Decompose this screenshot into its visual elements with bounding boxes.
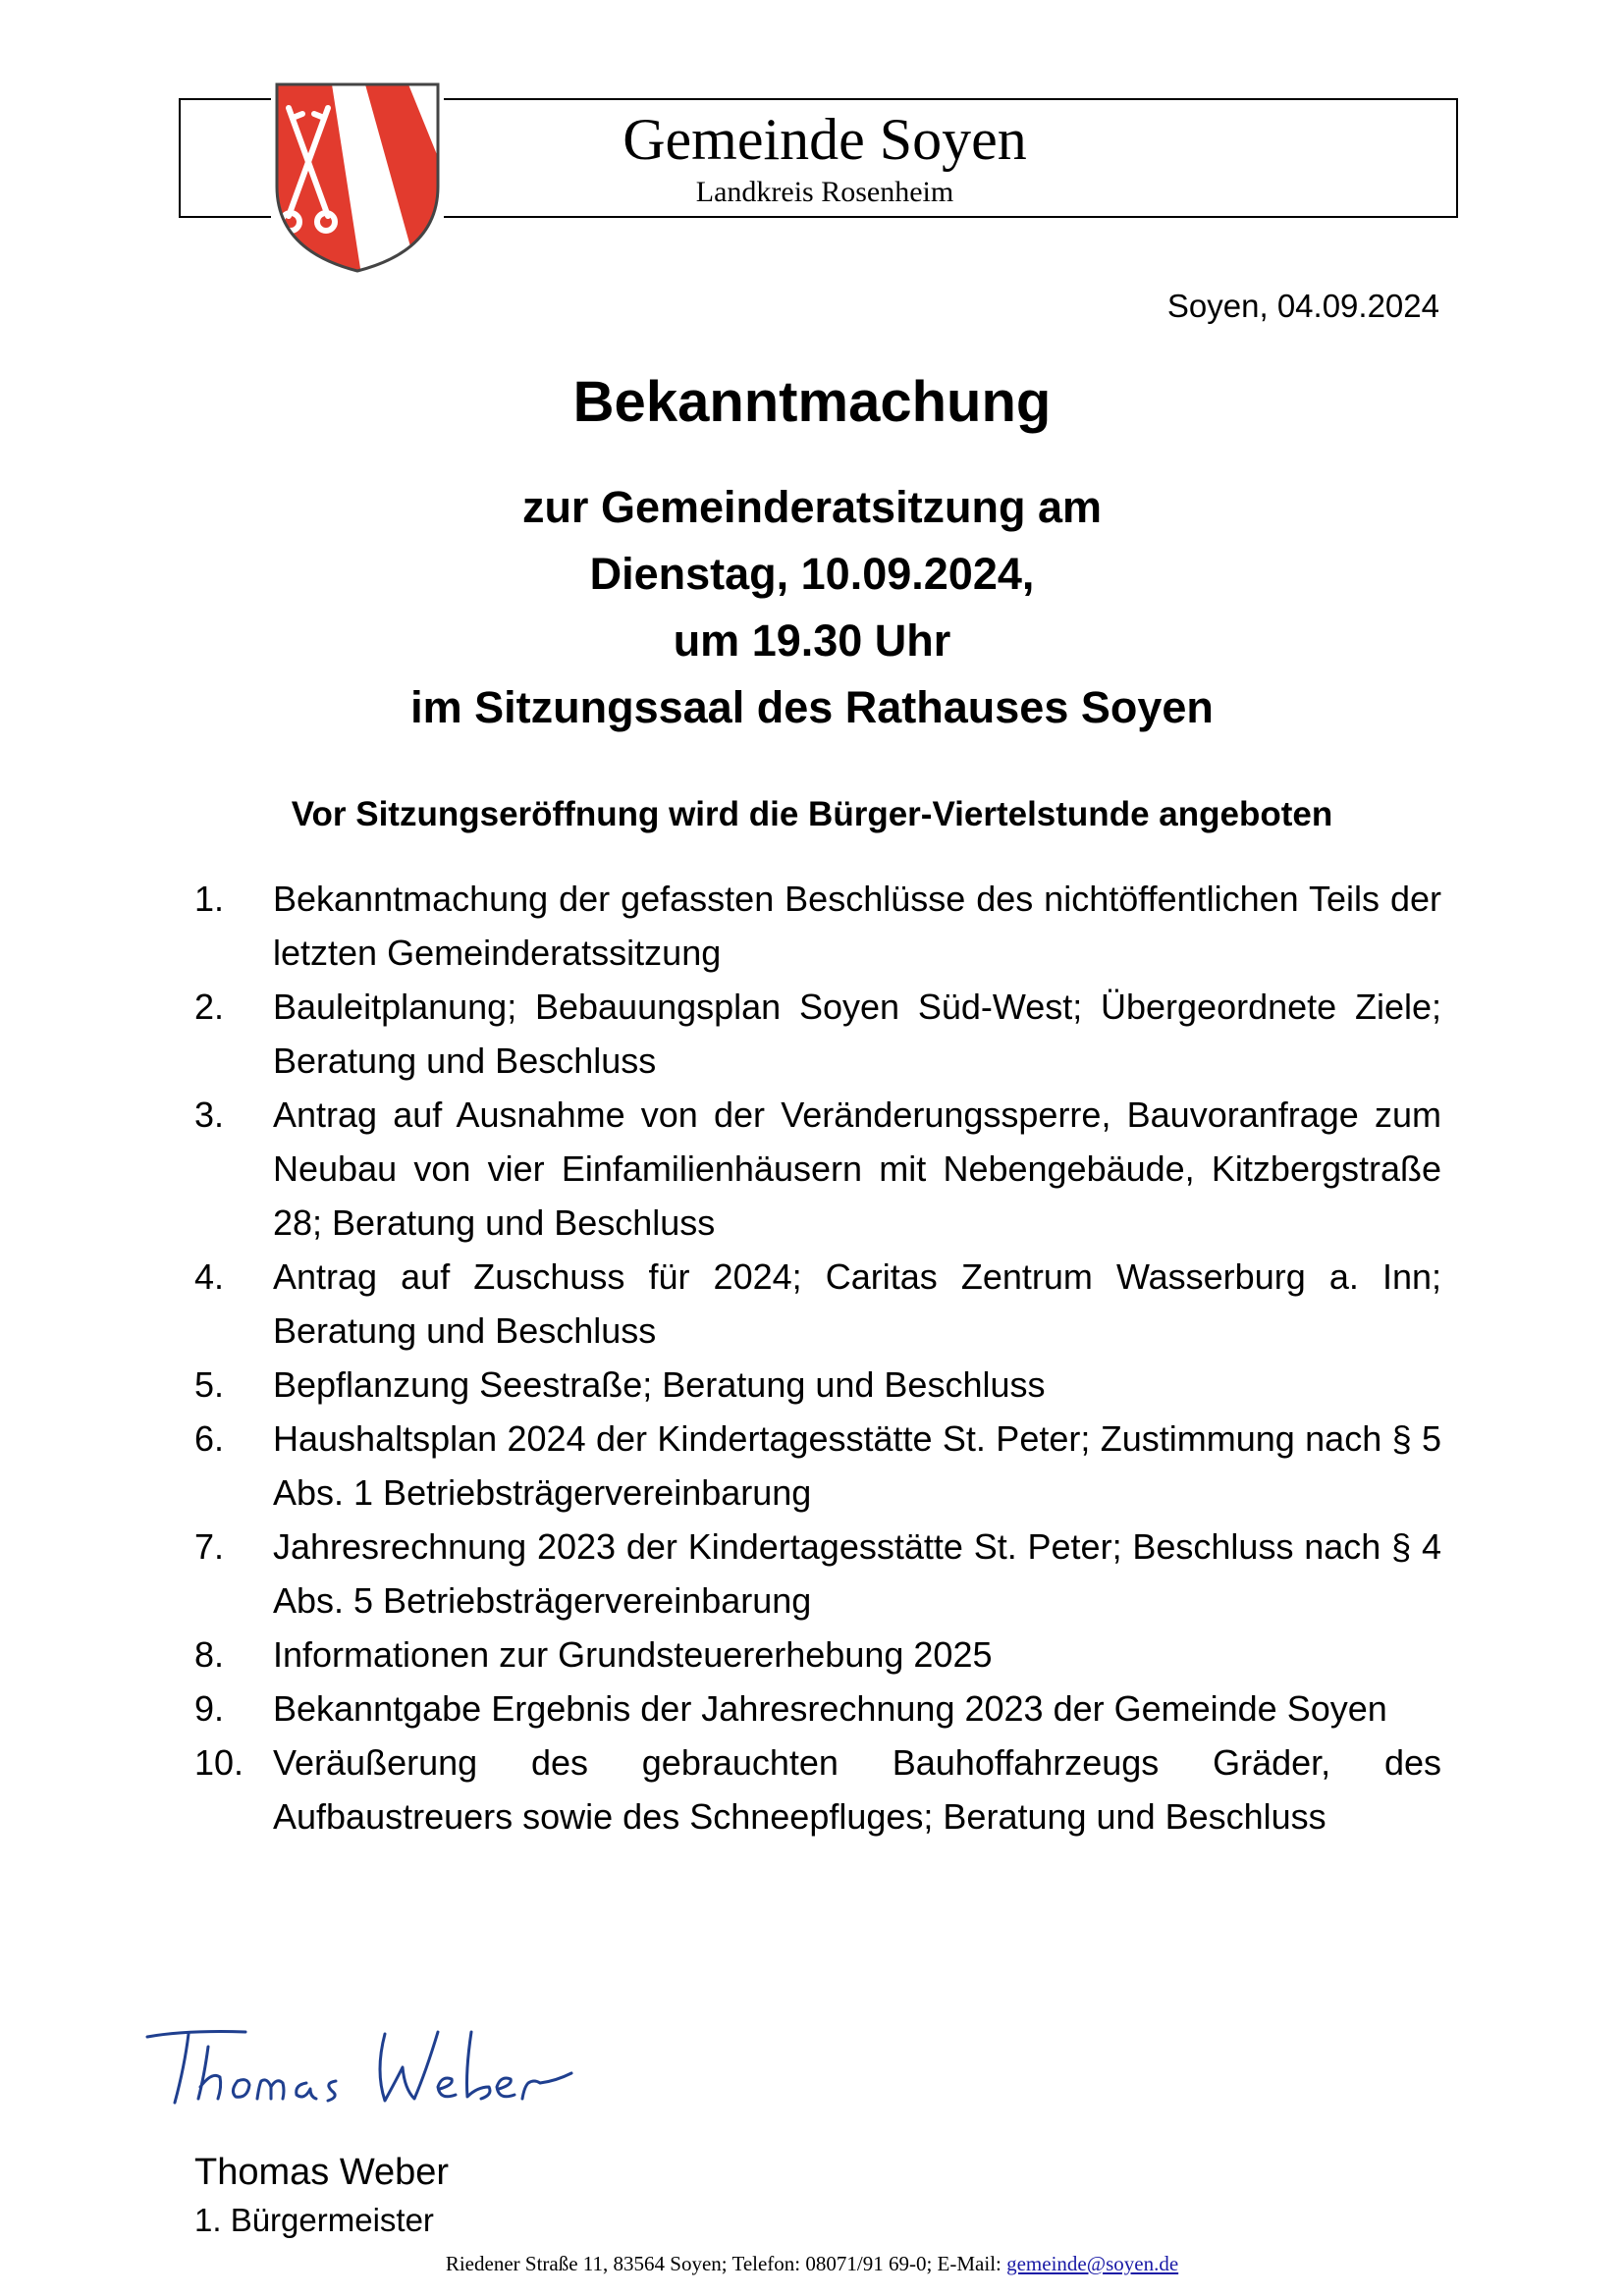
agenda-list [194, 872, 1441, 1843]
letterhead-text [491, 104, 1159, 210]
agenda-item [194, 872, 1441, 980]
agenda-item-number: 9. [194, 1688, 225, 1729]
meeting-line-1: zur Gemeinderatsitzung am [521, 482, 1103, 532]
agenda-item-number: 3. [194, 1095, 225, 1135]
agenda-item-number: 10. [194, 1742, 244, 1783]
agenda-item-text: Antrag auf Zuschuss für 2024; Caritas Zentrum Wasserburg a. Inn; Beratung und Beschluss [273, 1256, 1441, 1351]
agenda-item-number: 5. [194, 1364, 225, 1405]
agenda-item-number: 8. [194, 1634, 225, 1675]
agenda-item-number: 7. [194, 1526, 225, 1567]
agenda-item-text: Antrag auf Ausnahme von der Veränderungssperre, Bauvoranfrage zum Neubau von vier Einfamilienhäusern mit Nebengebäude, Kitzbergstraße 28; Beratung und Beschluss [273, 1095, 1441, 1243]
agenda-item-text: Bekanntmachung der gefassten Beschlüsse des nichtöffentlichen Teils der letzten Gemeinderatssitzung [273, 879, 1441, 973]
agenda-item-number: 4. [194, 1256, 225, 1297]
document-title: Bekanntmachung [572, 370, 1052, 434]
footer-address: Riedener Straße 11, 83564 Soyen; Telefon: 08071/91 69-0; E-Mail: [445, 2252, 1007, 2275]
footer-contact [0, 2251, 1624, 2276]
municipality-name: Gemeinde Soyen [623, 107, 1027, 172]
agenda-item-number: 2. [194, 987, 225, 1027]
agenda-item-text: Bepflanzung Seestraße; Beratung und Beschluss [273, 1364, 1046, 1405]
agenda-item-text: Haushaltsplan 2024 der Kindertagesstätte St. Peter; Zustimmung nach § 5 Abs. 1 Betriebsträgervereinbarung [273, 1418, 1441, 1513]
agenda-item-text: Informationen zur Grundsteuererhebung 2025 [273, 1634, 993, 1675]
agenda-item [194, 1358, 1441, 1412]
meeting-line-4: im Sitzungssaal des Rathauses Soyen [410, 682, 1214, 732]
district-name: Landkreis Rosenheim [695, 176, 954, 208]
agenda-item [194, 1520, 1441, 1628]
citizens-quarter-note: Vor Sitzungseröffnung wird die Bürger-Viertelstunde angeboten [291, 795, 1333, 833]
agenda-item [194, 1412, 1441, 1520]
agenda-item-text: Bauleitplanung; Bebauungsplan Soyen Süd-West; Übergeordnete Ziele; Beratung und Beschluss [273, 987, 1441, 1081]
coat-of-arms-icon [271, 79, 444, 275]
agenda-item [194, 1088, 1441, 1250]
agenda-item-text: Veräußerung des gebrauchten Bauhoffahrzeugs Gräder, des Aufbaustreuers sowie des Schneepfluges; Beratung und Beschluss [273, 1742, 1441, 1837]
signer-role: 1. Bürgermeister [194, 2202, 434, 2238]
handwritten-signature [128, 1993, 599, 2120]
agenda-item-text: Bekanntgabe Ergebnis der Jahresrechnung 2023 der Gemeinde Soyen [273, 1688, 1387, 1729]
agenda-item-number: 1. [194, 879, 225, 919]
agenda-item [194, 1250, 1441, 1358]
signer-name: Thomas Weber [194, 2152, 450, 2193]
meeting-line-3: um 19.30 Uhr [673, 615, 951, 666]
agenda-item [194, 1628, 1441, 1682]
agenda-item [194, 1735, 1441, 1843]
agenda-item-text: Jahresrechnung 2023 der Kindertagesstätte St. Peter; Beschluss nach § 4 Abs. 5 Betriebsträgervereinbarung [273, 1526, 1441, 1621]
agenda-item [194, 980, 1441, 1088]
agenda-item-number: 6. [194, 1418, 225, 1459]
document-date: Soyen, 04.09.2024 [1166, 288, 1439, 324]
meeting-line-2: Dienstag, 10.09.2024, [589, 549, 1035, 599]
footer-email-link[interactable]: gemeinde@soyen.de [1006, 2252, 1179, 2275]
agenda-item [194, 1682, 1441, 1735]
meeting-details [0, 474, 1624, 741]
